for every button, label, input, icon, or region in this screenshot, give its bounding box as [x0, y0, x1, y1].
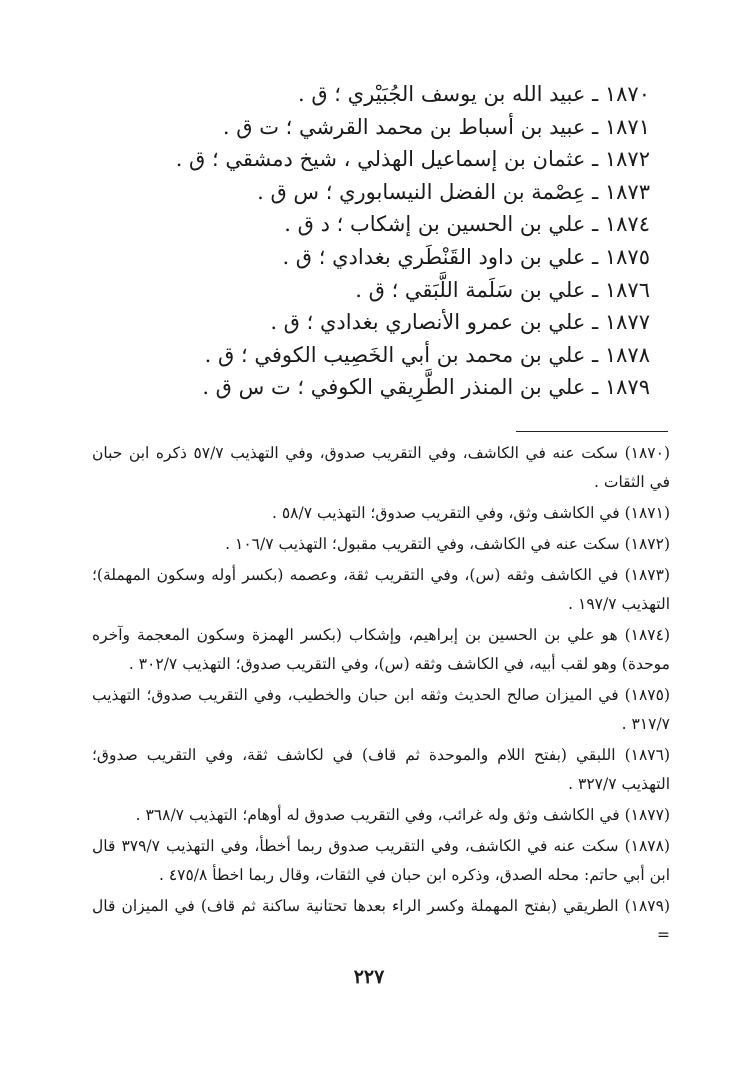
- footnote-1872: (١٨٧٢) سكت عنه في الكاشف، وفي التقريب مقبول؛ التهذيب ١٠٦/٧ .: [225, 535, 670, 553]
- entry-1877: ١٨٧٧ ـ علي بن عمرو الأنصاري بغدادي ؛ ق .: [270, 310, 650, 335]
- footnote-1873: (١٨٧٣) في الكاشف وثقه (س)، وفي التقريب ثقة، وعصمه (بكسر أوله وسكون المهملة)؛ التهذيب ١٩٧/٧ .: [92, 566, 670, 613]
- footnote-separator: [516, 431, 668, 432]
- footnote-1870: (١٨٧٠) سكت عنه في الكاشف، وفي التقريب صدوق، وفي التهذيب ٥٧/٧ ذكره ابن حبان في الثقات .: [92, 444, 670, 491]
- footnote-1871: (١٨٧١) في الكاشف وثق، وفي التقريب صدوق؛ التهذيب ٥٨/٧ .: [271, 504, 670, 522]
- footnote-1875: (١٨٧٥) في الميزان صالح الحديث وثقه ابن حبان والخطيب، وفي التقريب صدوق؛ التهذيب ٣١٧/٧ .: [92, 686, 670, 733]
- entry-1872: ١٨٧٢ ـ عثمان بن إسماعيل الهذلي ، شيخ دمشقي ؛ ق .: [175, 147, 650, 172]
- footnote-1879: (١٨٧٩) الطريقي (بفتح المهملة وكسر الراء بعدها تحتانية ساكنة ثم قاف) في الميزان قال =: [92, 897, 670, 944]
- entry-1875: ١٨٧٥ ـ علي بن داود القَنْطَري بغدادي ؛ ق .: [282, 244, 650, 269]
- footnote-1874: (١٨٧٤) هو علي بن الحسين بن إبراهيم، وإشكاب (بكسر الهمزة وسكون المعجمة وآخره موحدة) وهو لقب أبيه، في الكاشف وثقه (س)، وفي التقريب صدوق؛ التهذيب ٣٠٢/٧ .: [92, 626, 670, 673]
- footnote-1877: (١٨٧٧) في الكاشف وثق وله غرائب، وفي التقريب صدوق له أوهام؛ التهذيب ٣٦٨/٧ .: [135, 806, 670, 824]
- page-number: ٢٢٧: [353, 966, 385, 988]
- entry-1874: ١٨٧٤ ـ علي بن الحسين بن إشكاب ؛ د ق .: [284, 212, 650, 237]
- narrator-entries: [90, 78, 650, 404]
- entry-1871: ١٨٧١ ـ عبيد بن أسباط بن محمد القرشي ؛ ت ق .: [222, 114, 650, 139]
- entry-1879: ١٨٧٩ ـ علي بن المنذر الطَّرِيقي الكوفي ؛ ت س ق .: [202, 375, 650, 400]
- entry-1870: ١٨٧٠ ـ عبيد الله بن يوسف الجُبَيْري ؛ ق .: [297, 82, 650, 106]
- entry-1873: ١٨٧٣ ـ عِصْمة بن الفضل النيسابوري ؛ س ق .: [257, 179, 650, 204]
- footnotes: [92, 439, 670, 952]
- entry-1876: ١٨٧٦ ـ علي بن سَلَمة اللَّبَقي ؛ ق .: [355, 277, 650, 302]
- footnote-1876: (١٨٧٦) اللبقي (بفتح اللام والموحدة ثم قاف) في لكاشف ثقة، وفي التقريب صدوق؛ التهذيب ٣٢٧/٧ .: [92, 746, 670, 793]
- footnote-1878: (١٨٧٨) سكت عنه في الكاشف، وفي التقريب صدوق ربما أخطأ، وفي التهذيب ٣٧٩/٧ قال ابن أبي حاتم: محله الصدق، وذكره ابن حبان في الثقات، وقال ربما اخطأ ٤٧٥/٨ .: [92, 837, 670, 884]
- entry-1878: ١٨٧٨ ـ علي بن محمد بن أبي الخَصِيب الكوفي ؛ ق .: [204, 342, 650, 367]
